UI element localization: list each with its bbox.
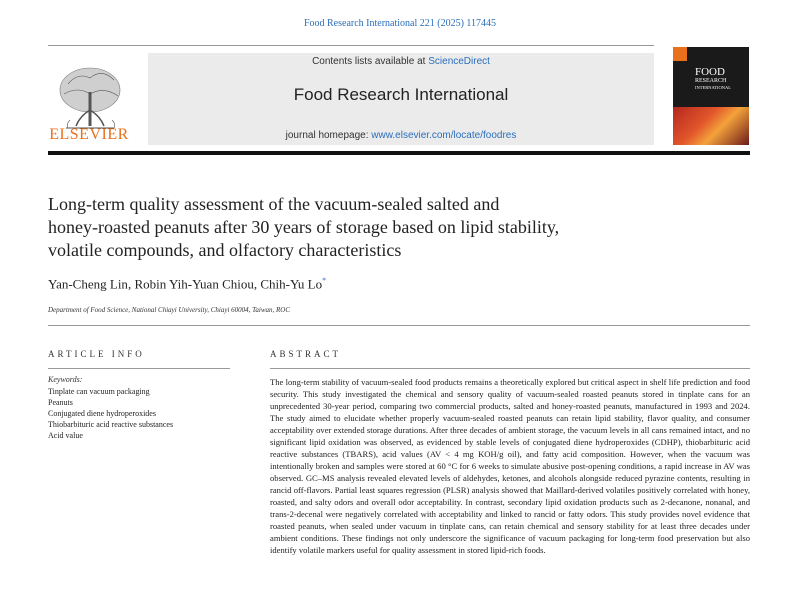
- author-name[interactable]: Chih-Yu Lo: [260, 276, 323, 292]
- title-line-1: Long-term quality assessment of the vacuum-sealed salted and: [48, 194, 500, 214]
- author-separator: ,: [127, 276, 135, 292]
- author-list: [48, 276, 688, 292]
- keyword-item: Conjugated diene hydroperoxides: [48, 409, 156, 418]
- homepage-link[interactable]: www.elsevier.com/locate/foodres: [371, 130, 517, 141]
- author-separator: ,: [253, 276, 261, 292]
- keyword-item: Thiobarbituric acid reactive substances: [48, 420, 174, 429]
- section-rule: [48, 325, 750, 326]
- journal-name: Food Research International: [293, 85, 509, 104]
- journal-citation[interactable]: Food Research International 221 (2025) 117445: [303, 18, 497, 29]
- keywords-list: [48, 386, 248, 441]
- keywords-label: Keywords:: [48, 375, 83, 384]
- author-affiliation: Department of Food Science, National Chiayi University, Chiayi 60004, Taiwan, ROC: [48, 306, 291, 314]
- cover-title-line-1: FOOD: [695, 66, 725, 78]
- article-info-rule: [48, 368, 230, 369]
- cover-title-line-2: RESEARCH: [695, 78, 727, 84]
- sciencedirect-link[interactable]: ScienceDirect: [428, 56, 490, 67]
- abstract-text: The long-term stability of vacuum-sealed food products remains a theoretically explored but critical aspect in shelf life prediction and food security. This study investigated the chemical and sensory quality of vacuum-sealed roasted peanuts stored in tinplate cans for an unprecedented 30-year period, comparing two commercial products, salted and honey-roasted peanuts, manufactured in 1993 and 2024. The study aimed to elucidate whether properly vacuum-sealed roasted peanuts can retain lipid stability, flavor quality, and consumer acceptability over extended storage durations. After three decades of ambient storage, the vacuum levels in all cans remained intact, and no significant lipid oxidation was observed, as evidenced by stable levels of conjugated diene hydroperoxides (CDHP), thiobarbituric acid reactive substances (TBARS), acid values (AV < 4 mg KOH/g oil), and fatty acid composition. However, when the vacuum was intentionally broken and samples were stored at 60 °C for 6 weeks to simulate abusive post-opening conditions, a rapid increase in AV was observed. GC–MS analysis revealed elevated levels of aldehydes, ketones, and alcohols alongside reduced pyrazine contents, resulting in rancid off-flavors. Partial least squares regression (PLSR) analysis showed that Maillard-derived volatiles positively correlated with honey, roasted, and salty odors and overall odor acceptability. In contrast, secondary lipid oxidation products such as 2-decanone, nonanal, and trans-2-decenal were negatively correlated with acceptability and linked to rancid or fatty odors. This study provides novel evidence that roasted peanuts, when sealed under vacuum in tinplate cans, can retain chemical and sensory stability for at least three decades under ambient conditions. These findings not only underscore the significance of vacuum packaging for long-term food preservation but also identify volatile markers useful for quality assessment in stored lipid-rich foods.: [270, 377, 750, 555]
- article-info-heading: ARTICLE INFO: [48, 349, 145, 359]
- journal-homepage: [148, 130, 654, 141]
- cover-title-line-3: INTERNATIONAL: [695, 85, 731, 90]
- author-name[interactable]: Robin Yih-Yuan Chiou: [134, 276, 254, 292]
- contents-availability: [148, 56, 654, 67]
- header-bottom-rule: [48, 151, 750, 155]
- cover-corner-mark: [673, 47, 687, 61]
- contents-prefix: Contents lists available at: [312, 56, 429, 67]
- homepage-prefix: journal homepage:: [285, 130, 372, 141]
- corresponding-author-mark[interactable]: *: [322, 276, 327, 285]
- author-name[interactable]: Yan-Cheng Lin: [48, 276, 128, 292]
- abstract-heading: ABSTRACT: [270, 349, 342, 359]
- elsevier-wordmark: ELSEVIER: [49, 126, 129, 143]
- header-top-rule: [48, 45, 654, 46]
- cover-title: [695, 67, 749, 91]
- keyword-item: Peanuts: [48, 398, 73, 407]
- abstract-rule: [270, 368, 750, 369]
- title-line-3: volatile compounds, and olfactory characteristics: [48, 240, 402, 260]
- title-line-2: honey-roasted peanuts after 30 years of storage based on lipid stability,: [48, 217, 560, 237]
- keyword-item: Tinplate can vacuum packaging: [48, 387, 150, 396]
- cover-artwork: [673, 107, 749, 145]
- journal-cover-image[interactable]: [673, 47, 749, 145]
- article-title: [48, 193, 688, 262]
- keyword-item: Acid value: [48, 431, 83, 440]
